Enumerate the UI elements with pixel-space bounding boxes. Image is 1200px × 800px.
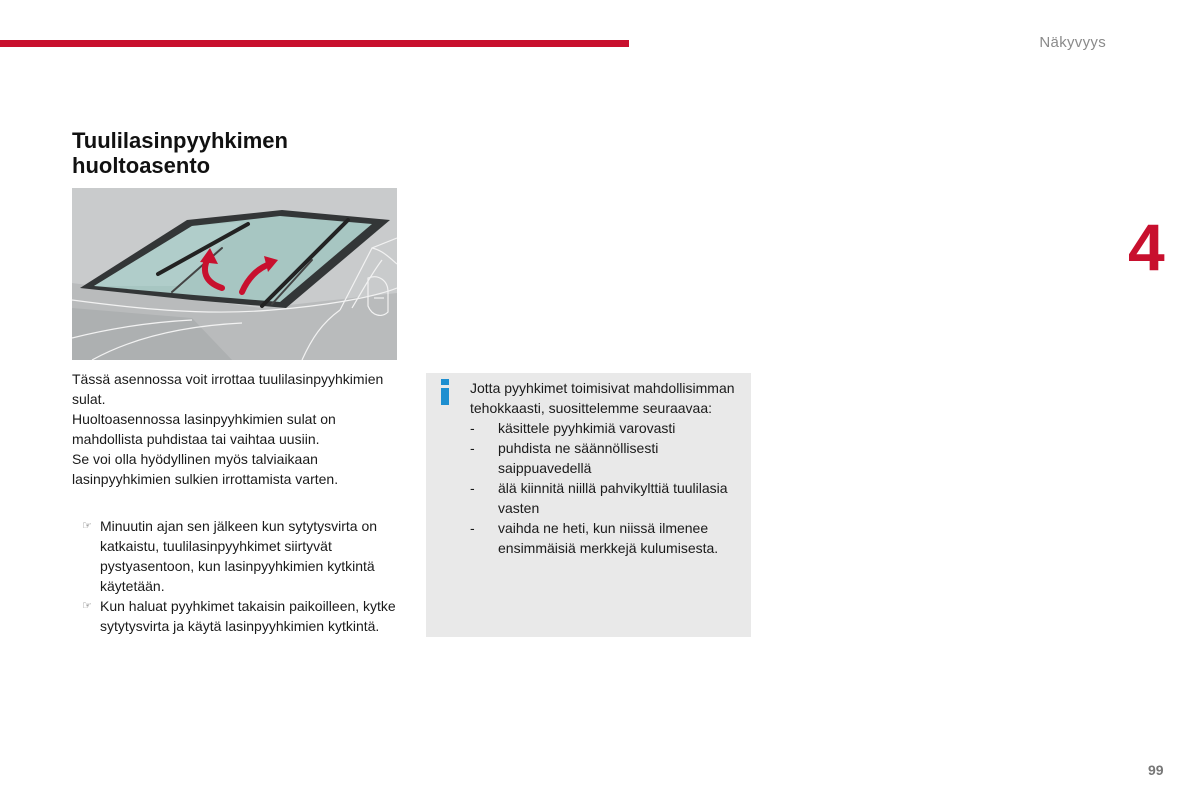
info-box — [426, 373, 751, 637]
procedure-step-text: Minuutin ajan sen jälkeen kun sytytysvirta on katkaistu, tuulilasinpyyhkimet siirtyvät pystyasentoon, kun lasinpyyhkimien kytkintä käytetään. — [100, 518, 378, 594]
windscreen-wiper-drawing — [72, 188, 397, 360]
hand-pointer-icon: ☞ — [82, 520, 92, 532]
dash-marker: - — [470, 520, 475, 536]
info-list-item — [470, 438, 745, 478]
info-icon — [440, 379, 450, 405]
procedure-step-text: Kun haluat pyyhkimet takaisin paikoilleen, kytke sytytysvirta ja käytä lasinpyyhkimien kytkintä. — [100, 598, 396, 634]
dash-marker: - — [470, 440, 475, 456]
procedure-step — [72, 596, 402, 636]
chapter-number: 4 — [1128, 210, 1165, 284]
hand-pointer-icon: ☞ — [82, 600, 92, 612]
intro-text — [72, 369, 402, 489]
page-title: Tuulilasinpyyhkimen huoltoasento — [72, 128, 288, 178]
intro-paragraph: Tässä asennossa voit irrottaa tuulilasinpyyhkimien sulat. — [72, 371, 384, 407]
info-list-item-text: älä kiinnitä niillä pahvikylttiä tuulilasia vasten — [498, 480, 728, 516]
section-title: Näkyvyys — [1039, 34, 1106, 51]
intro-paragraph: Huoltoasennossa lasinpyyhkimien sulat on mahdollista puhdistaa tai vaihtaa uusiin. — [72, 411, 336, 447]
info-body — [470, 378, 745, 558]
procedure-step — [72, 516, 402, 596]
info-list-item-text: käsittele pyyhkimiä varovasti — [498, 420, 676, 436]
info-list-item — [470, 478, 745, 518]
info-list — [470, 418, 745, 558]
dash-marker: - — [470, 480, 475, 496]
header-accent-bar — [0, 40, 629, 47]
info-intro: Jotta pyyhkimet toimisivat mahdollisimman tehokkaasti, suosittelemme seuraavaa: — [470, 380, 735, 416]
intro-paragraph: Se voi olla hyödyllinen myös talviaikaan lasinpyyhkimien sulkien irrottamista varten. — [72, 451, 339, 487]
info-list-item-text: vaihda ne heti, kun niissä ilmenee ensimmäisiä merkkejä kulumisesta. — [498, 520, 719, 556]
windscreen-wiper-illustration — [72, 188, 397, 360]
dash-marker: - — [470, 420, 475, 436]
procedure-steps — [72, 516, 402, 636]
info-list-item — [470, 418, 745, 438]
page-number: 99 — [1148, 762, 1164, 778]
info-list-item — [470, 518, 745, 558]
info-list-item-text: puhdista ne säännöllisesti saippuavedellä — [498, 440, 659, 476]
